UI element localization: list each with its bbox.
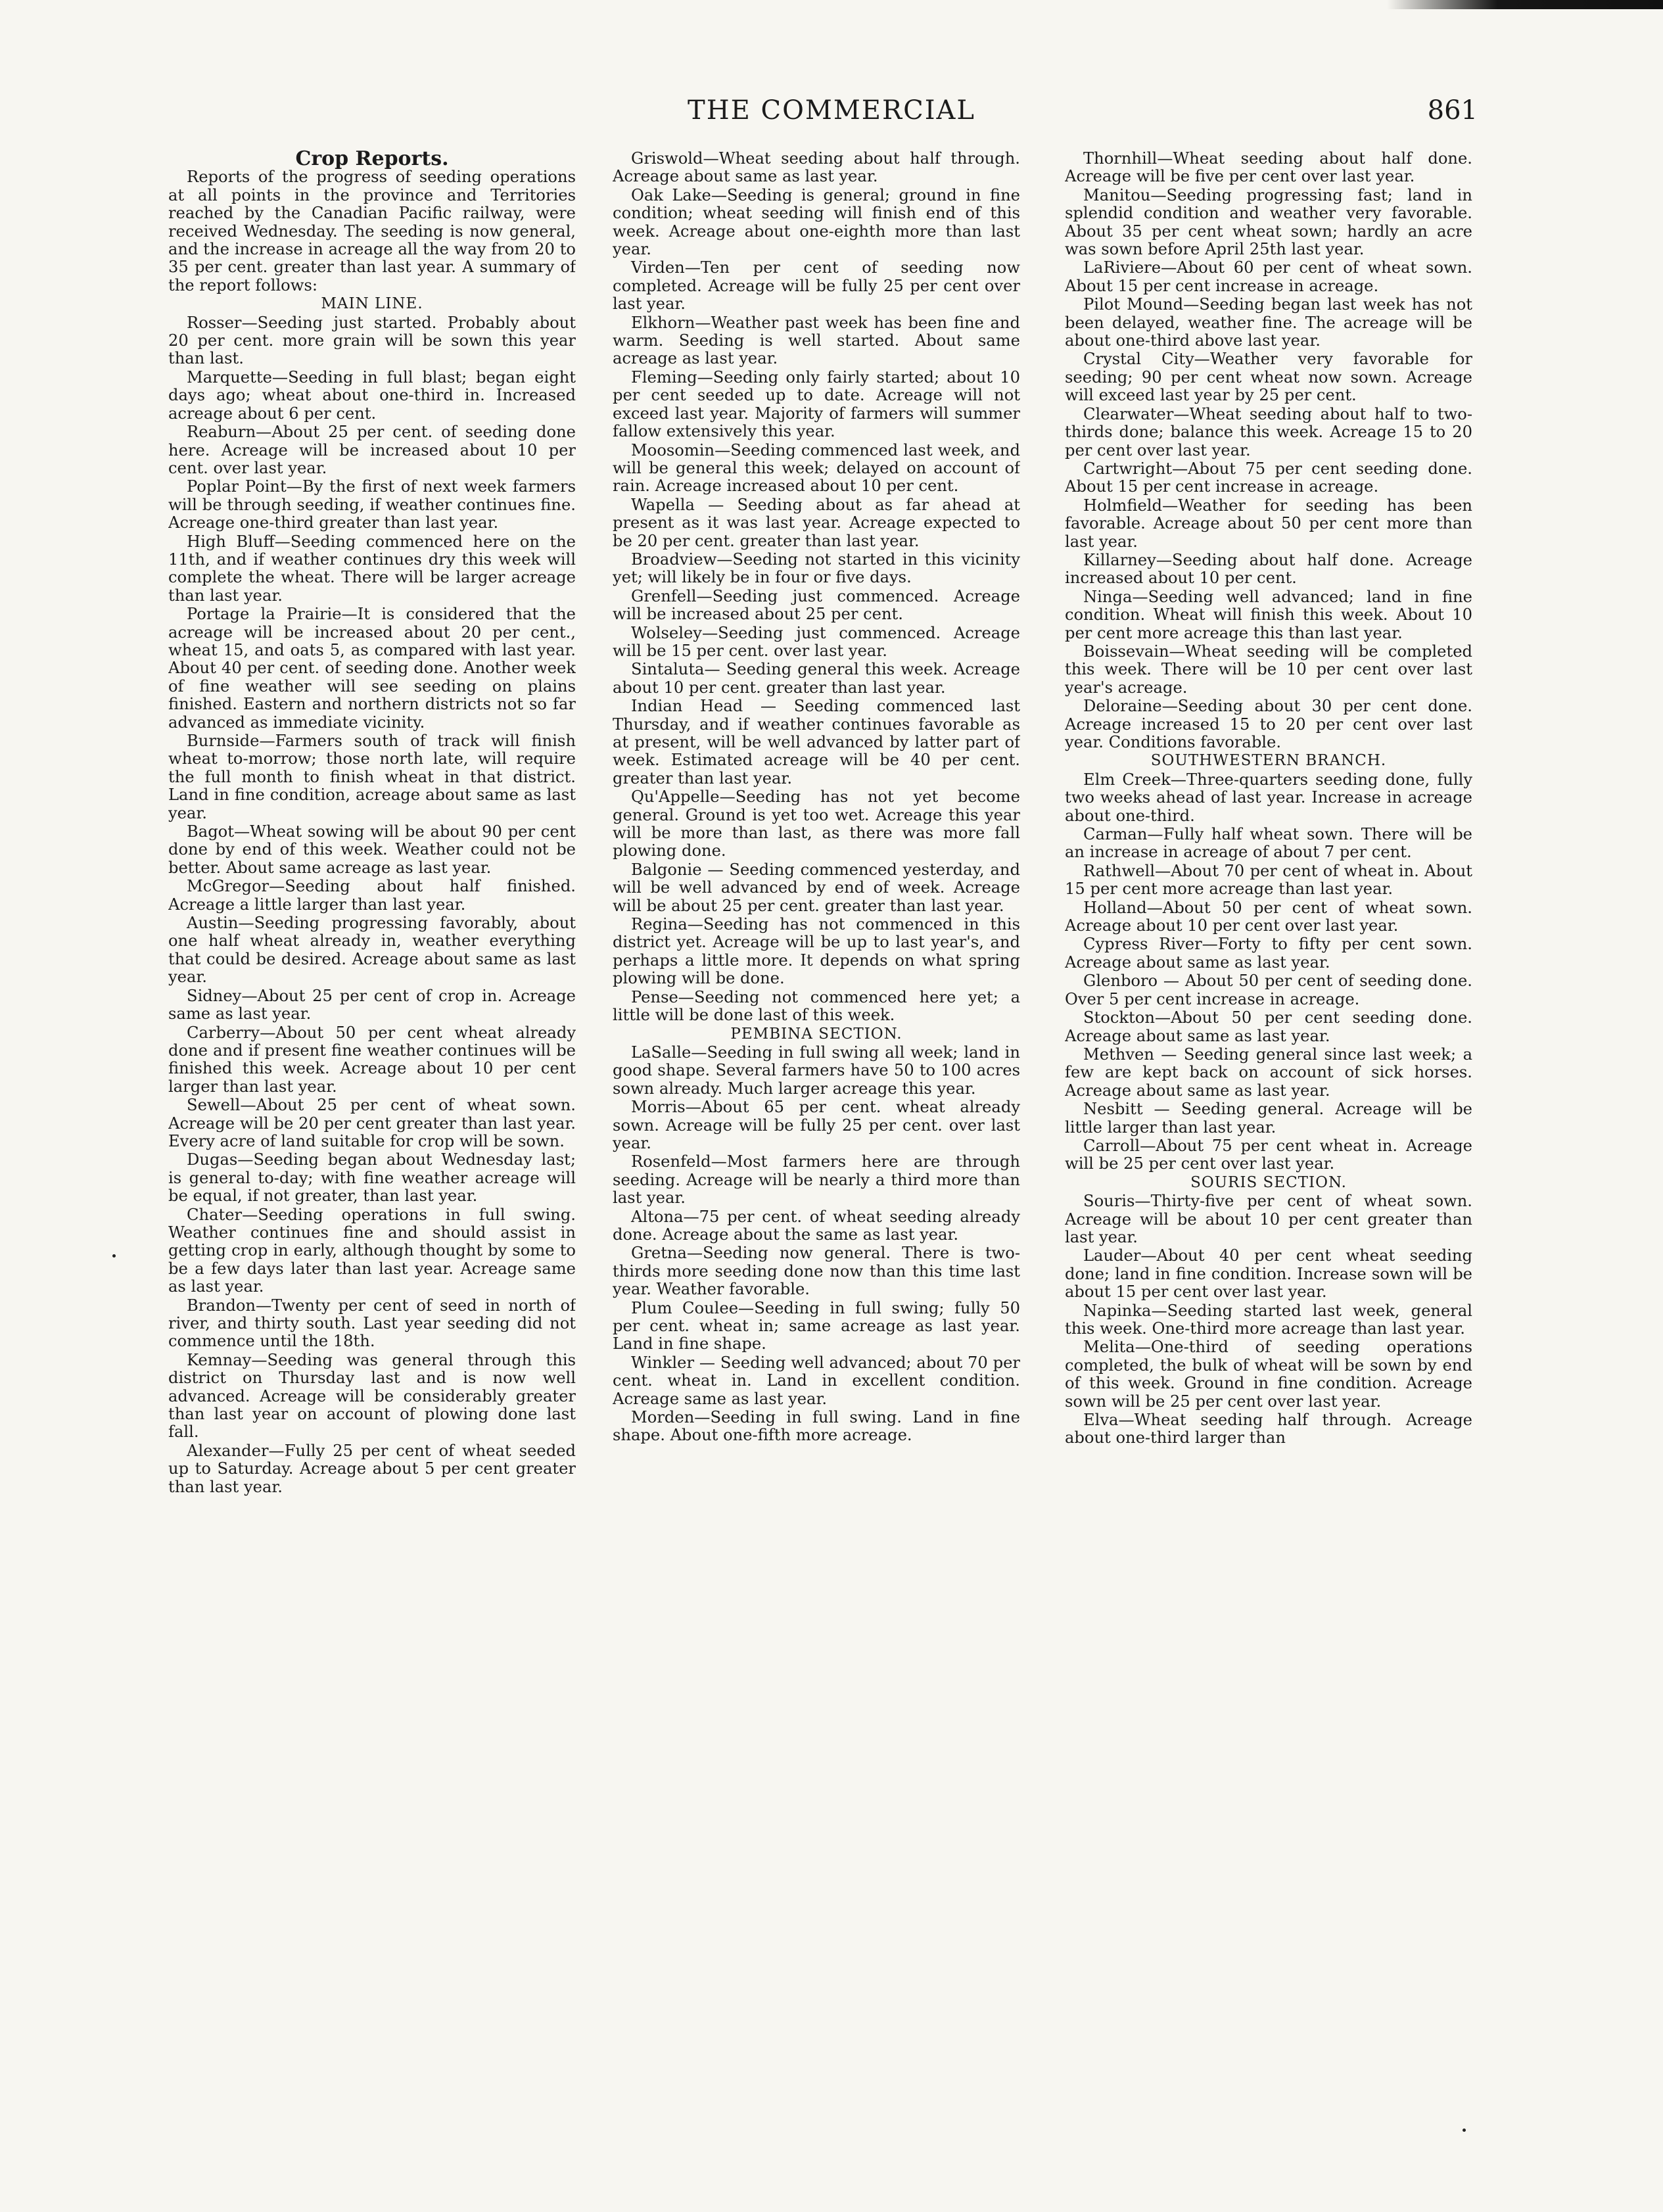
report-paragraph: Pilot Mound—Seeding began last week has not been delayed, weather fine. The acreage will be about one-third above last year. <box>1065 295 1472 350</box>
report-paragraph: Portage la Prairie—It is considered that the acreage will be increased about 20 per cent., wheat 15, and oats 5, as compared with last year. About 40 per cent. of seeding done. Another week of fine weather will see seeding on plains finished. Eastern and northern districts not so far advanced as immediate vicinity. <box>168 605 576 732</box>
scan-edge-mark <box>1387 0 1663 9</box>
page-header <box>0 91 1663 130</box>
report-paragraph: Chater—Seeding operations in full swing. Weather continues fine and should assist in getting crop in early, although thought by some to be a few days later than last year. Acreage same as last year. <box>168 1205 576 1296</box>
section-heading: PEMBINA SECTION. <box>730 1025 902 1043</box>
report-paragraph: Clearwater—Wheat seeding about half to two-thirds done; balance this week. Acreage 15 to 20 per cent over last year. <box>1065 404 1472 459</box>
report-paragraph: Gretna—Seeding now general. There is two-thirds more seeding done now than this time last year. Weather favorable. <box>613 1244 1020 1299</box>
report-paragraph: Alexander—Fully 25 per cent of wheat seeded up to Saturday. Acreage about 5 per cent greater than last year. <box>168 1441 576 1496</box>
report-paragraph: Elm Creek—Three-quarters seeding done, fully two weeks ahead of last year. Increase in acreage about one-third. <box>1065 770 1472 825</box>
report-paragraph: Plum Coulee—Seeding in full swing; fully 50 per cent. wheat in; same acreage as last year. Land in fine shape. <box>613 1298 1020 1353</box>
section-heading: SOUTHWESTERN BRANCH. <box>1150 752 1387 770</box>
report-paragraph: Morden—Seeding in full swing. Land in fine shape. About one-fifth more acreage. <box>613 1408 1020 1445</box>
report-paragraph: Wolseley—Seeding just commenced. Acreage will be 15 per cent. over last year. <box>613 623 1020 660</box>
report-paragraph: Brandon—Twenty per cent of seed in north of river, and thirty south. Last year seeding did not commence until the 18th. <box>168 1296 576 1351</box>
report-paragraph: Stockton—About 50 per cent seeding done. Acreage about same as last year. <box>1065 1008 1472 1045</box>
report-paragraph: Rathwell—About 70 per cent of wheat in. About 15 per cent more acreage than last year. <box>1065 861 1472 899</box>
report-paragraph: Virden—Ten per cent of seeding now completed. Acreage will be fully 25 per cent over last year. <box>613 258 1020 314</box>
report-paragraph: Napinka—Seeding started last week, general this week. One-third more acreage than last year. <box>1065 1301 1472 1338</box>
report-paragraph: Killarney—Seeding about half done. Acreage increased about 10 per cent. <box>1065 550 1472 588</box>
report-paragraph: Glenboro — About 50 per cent of seeding done. Over 5 per cent increase in acreage. <box>1065 972 1472 1008</box>
report-paragraph: Indian Head — Seeding commenced last Thursday, and if weather continues favorable as at present, will be well advanced by latter part of week. Estimated acreage will be 40 per cent. greater than last year. <box>613 697 1020 788</box>
report-paragraph: Souris—Thirty-five per cent of wheat sown. Acreage will be about 10 per cent greater than last year. <box>1065 1192 1472 1246</box>
report-paragraph: Grenfell—Seeding just commenced. Acreage will be increased about 25 per cent. <box>613 586 1020 624</box>
report-paragraph: Bagot—Wheat sowing will be about 90 per cent done by end of this week. Weather could not be better. About same acreage as last year. <box>168 822 576 877</box>
report-paragraph: LaRiviere—About 60 per cent of wheat sown. About 15 per cent increase in acreage. <box>1065 258 1472 295</box>
section-heading: SOURIS SECTION. <box>1190 1173 1347 1191</box>
report-paragraph: Carberry—About 50 per cent wheat already done and if present fine weather continues will be finished this week. Acreage about 10 per cent larger than last year. <box>168 1023 576 1096</box>
report-paragraph: Ninga—Seeding well advanced; land in fine condition. Wheat will finish this week. About 10 per cent more acreage this than last year. <box>1065 587 1472 642</box>
report-paragraph: Carroll—About 75 per cent wheat in. Acreage will be 25 per cent over last year. <box>1065 1136 1472 1173</box>
report-paragraph: Altona—75 per cent. of wheat seeding already done. Acreage about the same as last year. <box>613 1207 1020 1244</box>
page-number: 861 <box>1427 95 1478 126</box>
report-paragraph: Boissevain—Wheat seeding will be completed this week. There will be 10 per cent over last year's acreage. <box>1065 642 1472 697</box>
report-paragraph: Cypress River—Forty to fifty per cent sown. Acreage about same as last year. <box>1065 935 1472 972</box>
report-paragraph: Dugas—Seeding began about Wednesday last; is general to-day; with fine weather acreage will be equal, if not greater, than last year. <box>168 1150 576 1206</box>
report-paragraph: Pense—Seeding not commenced here yet; a little will be done last of this week. <box>613 987 1020 1025</box>
report-paragraph: Holland—About 50 per cent of wheat sown. Acreage about 10 per cent over last year. <box>1065 898 1472 935</box>
report-paragraph: Crystal City—Weather very favorable for seeding; 90 per cent wheat now sown. Acreage will exceed last year by 25 per cent. <box>1065 350 1472 405</box>
report-paragraph: Reports of the progress of seeding operations at all points in the province and Territories reached by the Canadian Pacific railway, were received Wednesday. The seeding is now general, and the increase in acreage all the way from 20 to 35 per cent. greater than last year. A summary of the report follows: <box>168 168 576 294</box>
report-paragraph: Sewell—About 25 per cent of wheat sown. Acreage will be 20 per cent greater than last year. Every acre of land suitable for crop will be sown. <box>168 1096 576 1150</box>
report-paragraph: Balgonie — Seeding commenced yesterday, and will be well advanced by end of week. Acreage will be about 25 per cent. greater than last year. <box>613 860 1020 915</box>
report-paragraph: Elva—Wheat seeding half through. Acreage about one-third larger than <box>1065 1411 1472 1447</box>
report-paragraph: Sintaluta— Seeding general this week. Acreage about 10 per cent. greater than last year. <box>613 660 1020 697</box>
report-paragraph: Manitou—Seeding progressing fast; land in splendid condition and weather very favorable. About 35 per cent wheat sown; hardly an acre was sown before April 25th last year. <box>1065 185 1472 259</box>
report-paragraph: Fleming—Seeding only fairly started; about 10 per cent seeded up to date. Acreage will not exceed last year. Majority of farmers will summer fallow extensively this year. <box>613 367 1020 441</box>
report-paragraph: Poplar Point—By the first of next week farmers will be through seeding, if weather continues fine. Acreage one-third greater than last year. <box>168 477 576 532</box>
report-paragraph: Regina—Seeding has not commenced in this district yet. Acreage will be up to last year's, and perhaps a little more. It depends on what spring plowing will be done. <box>613 915 1020 988</box>
column-2 <box>613 150 1020 2122</box>
report-paragraph: Nesbitt — Seeding general. Acreage will be little larger than last year. <box>1065 1100 1472 1137</box>
report-paragraph: LaSalle—Seeding in full swing all week; land in good shape. Several farmers have 50 to 100 acres sown already. Much larger acreage this year. <box>613 1043 1020 1098</box>
report-paragraph: Cartwright—About 75 per cent seeding done. About 15 per cent increase in acreage. <box>1065 459 1472 496</box>
report-paragraph: Rosenfeld—Most farmers here are through seeding. Acreage will be nearly a third more than last year. <box>613 1152 1020 1208</box>
report-paragraph: High Bluff—Seeding commenced here on the 11th, and if weather continues dry this week will complete the wheat. There will be larger acreage than last year. <box>168 532 576 605</box>
column-1 <box>168 150 576 2122</box>
report-paragraph: Thornhill—Wheat seeding about half done. Acreage will be five per cent over last year. <box>1065 150 1472 186</box>
publication-title: THE COMMERCIAL <box>688 95 975 126</box>
report-paragraph: Elkhorn—Weather past week has been fine and warm. Seeding is well started. About same acreage as last year. <box>613 313 1020 368</box>
report-paragraph: Griswold—Wheat seeding about half through. Acreage about same as last year. <box>613 150 1020 186</box>
report-paragraph: Sidney—About 25 per cent of crop in. Acreage same as last year. <box>168 986 576 1024</box>
report-paragraph: Methven — Seeding general since last week; a few are kept back on account of sick horses. Acreage about same as last year. <box>1065 1045 1472 1100</box>
report-paragraph: Carman—Fully half wheat sown. There will be an increase in acreage of about 7 per cent. <box>1065 825 1472 862</box>
report-paragraph: Burnside—Farmers south of track will finish wheat to-morrow; those north late, will require the full month to finish wheat in that district. Land in fine condition, acreage about same as last year. <box>168 732 576 822</box>
report-paragraph: Morris—About 65 per cent. wheat already sown. Acreage will be fully 25 per cent. over last year. <box>613 1098 1020 1152</box>
report-paragraph: Reaburn—About 25 per cent. of seeding done here. Acreage will be increased about 10 per cent. over last year. <box>168 423 576 477</box>
report-paragraph: Lauder—About 40 per cent wheat seeding done; land in fine condition. Increase sown will be about 15 per cent over last year. <box>1065 1246 1472 1302</box>
section-heading: MAIN LINE. <box>321 295 423 313</box>
report-paragraph: Deloraine—Seeding about 30 per cent done. Acreage increased 15 to 20 per cent over last year. Conditions favorable. <box>1065 697 1472 751</box>
report-paragraph: Kemnay—Seeding was general through this district on Thursday last and is now well advanced. Acreage will be considerably greater than last year on account of plowing done last fall. <box>168 1350 576 1442</box>
report-paragraph: Oak Lake—Seeding is general; ground in fine condition; wheat seeding will finish end of this week. Acreage about one-eighth more than last year. <box>613 185 1020 259</box>
report-paragraph: Holmfield—Weather for seeding has been favorable. Acreage about 50 per cent more than last year. <box>1065 496 1472 551</box>
report-paragraph: Marquette—Seeding in full blast; began eight days ago; wheat about one-third in. Increased acreage about 6 per cent. <box>168 367 576 423</box>
report-paragraph: Melita—One-third of seeding operations completed, the bulk of wheat will be sown by end of this week. Ground in fine condition. Acreage sown will be 25 per cent over last year. <box>1065 1338 1472 1411</box>
scan-speck <box>1463 2129 1466 2132</box>
article-heading: Crop Reports. <box>295 150 449 170</box>
report-paragraph: Rosser—Seeding just started. Probably about 20 per cent. more grain will be sown this year than last. <box>168 313 576 368</box>
report-paragraph: McGregor—Seeding about half finished. Acreage a little larger than last year. <box>168 877 576 914</box>
report-paragraph: Qu'Appelle—Seeding has not yet become general. Ground is yet too wet. Acreage this year will be more than last, as there was more fall plowing done. <box>613 788 1020 860</box>
column-3 <box>1065 150 1472 2122</box>
report-paragraph: Broadview—Seeding not started in this vicinity yet; will likely be in four or five days. <box>613 550 1020 587</box>
report-paragraph: Austin—Seeding progressing favorably, about one half wheat already in, weather everything that could be desired. Acreage about same as last year. <box>168 914 576 987</box>
report-paragraph: Winkler — Seeding well advanced; about 70 per cent. wheat in. Land in excellent condition. Acreage same as last year. <box>613 1353 1020 1408</box>
scan-speck <box>112 1254 116 1258</box>
report-paragraph: Moosomin—Seeding commenced last week, and will be general this week; delayed on account of rain. Acreage increased about 10 per cent. <box>613 440 1020 496</box>
report-paragraph: Wapella — Seeding about as far ahead at present as it was last year. Acreage expected to be 20 per cent. greater than last year. <box>613 495 1020 550</box>
